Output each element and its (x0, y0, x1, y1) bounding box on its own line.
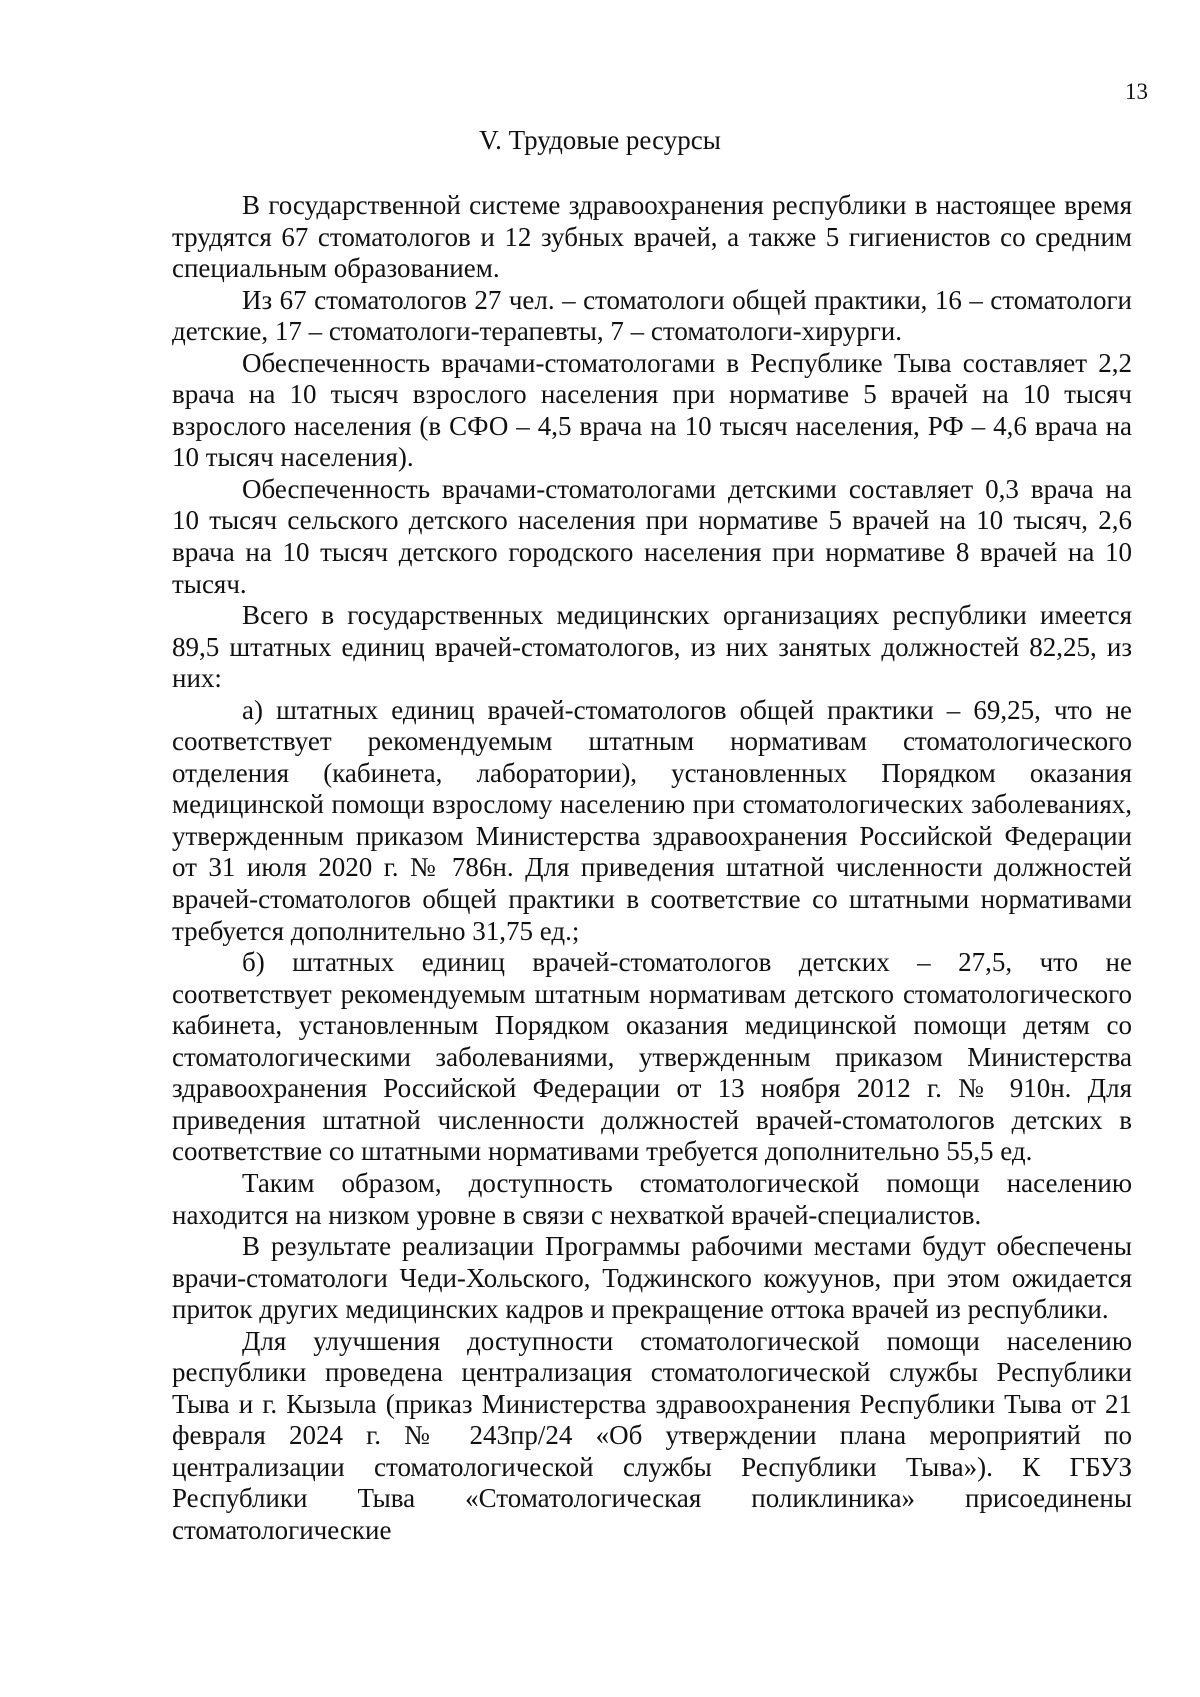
paragraph-item-a: а) штатных единиц врачей-стоматологов общей практики – 69,25, что не соответствует рекомендуемым штатным нормативам стоматологического отделения (кабинета, лаборатории), установленных Порядком оказания медицинской помощи взрослому населению при стоматологических заболеваниях, утвержденным приказом Министерства здравоохранения Российской Федерации от 31 июля 2020 г. № 786н. Для приведения штатной численности должностей врачей-стоматологов общей практики в соответствие со штатными нормативами требуется дополнительно 31,75 ед.; (172, 694, 1132, 946)
paragraph-item-b: б) штатных единиц врачей-стоматологов детских – 27,5, что не соответствует рекомендуемым штатным нормативам детского стоматологического кабинета, установленным Порядком оказания медицинской помощи детям со стоматологическими заболеваниями, утвержденным приказом Министерства здравоохранения Российской Федерации от 13 ноября 2012 г. № 910н. Для приведения штатной численности должностей врачей-стоматологов детских в соответствие со штатными нормативами требуется дополнительно 55,5 ед. (172, 947, 1132, 1167)
paragraph-program-result: В результате реализации Программы рабочими местами будут обеспечены врачи-стоматологи Чеди-Хольского, Тоджинского кожуунов, при этом ожидается приток других медицинских кадров и прекращение оттока врачей из республики. (172, 1231, 1132, 1325)
paragraph-adult-provision: Обеспеченность врачами-стоматологами в Республике Тыва составляет 2,2 врача на 10 тысяч взрослого населения при нормативе 5 врачей на 10 тысяч взрослого населения (в СФО – 4,5 врача на 10 тысяч населения, РФ – 4,6 врача на 10 тысяч населения). (172, 347, 1132, 473)
paragraph-child-provision: Обеспеченность врачами-стоматологами детскими составляет 0,3 врача на 10 тысяч сельского детского населения при нормативе 5 врачей на 10 тысяч, 2,6 врача на 10 тысяч детского городского населения при нормативе 8 врачей на 10 тысяч. (172, 473, 1132, 599)
section-title: V. Трудовые ресурсы (479, 125, 721, 155)
paragraph-specialty-breakdown: Из 67 стоматологов 27 чел. – стоматологи общей практики, 16 – стоматологи детские, 17 – стоматологи-терапевты, 7 – стоматологи-хирурги. (172, 284, 1132, 347)
paragraph-centralization: Для улучшения доступности стоматологической помощи населению республики проведена централизация стоматологической службы Республики Тыва и г. Кызыла (приказ Министерства здравоохранения Республики Тыва от 21 февраля 2024 г. № 243пр/24 «Об утверждении плана мероприятий по централизации стоматологической службы Республики Тыва»). К ГБУЗ Республики Тыва «Стоматологическая поликлиника» присоединены стоматологические (172, 1325, 1132, 1545)
paragraph-accessibility: Таким образом, доступность стоматологической помощи населению находится на низком уровне в связи с нехваткой врачей-специалистов. (172, 1167, 1132, 1230)
document-body (172, 190, 1132, 1547)
paragraph-staff-units: Всего в государственных медицинских организациях республики имеется 89,5 штатных единиц врачей-стоматологов, из них занятых должностей 82,25, из них: (172, 600, 1132, 694)
paragraph-staff-count: В государственной системе здравоохранения республики в настоящее время трудятся 67 стоматологов и 12 зубных врачей, а также 5 гигиенистов со средним специальным образованием. (172, 190, 1132, 284)
page-number: 13 (1125, 79, 1148, 104)
